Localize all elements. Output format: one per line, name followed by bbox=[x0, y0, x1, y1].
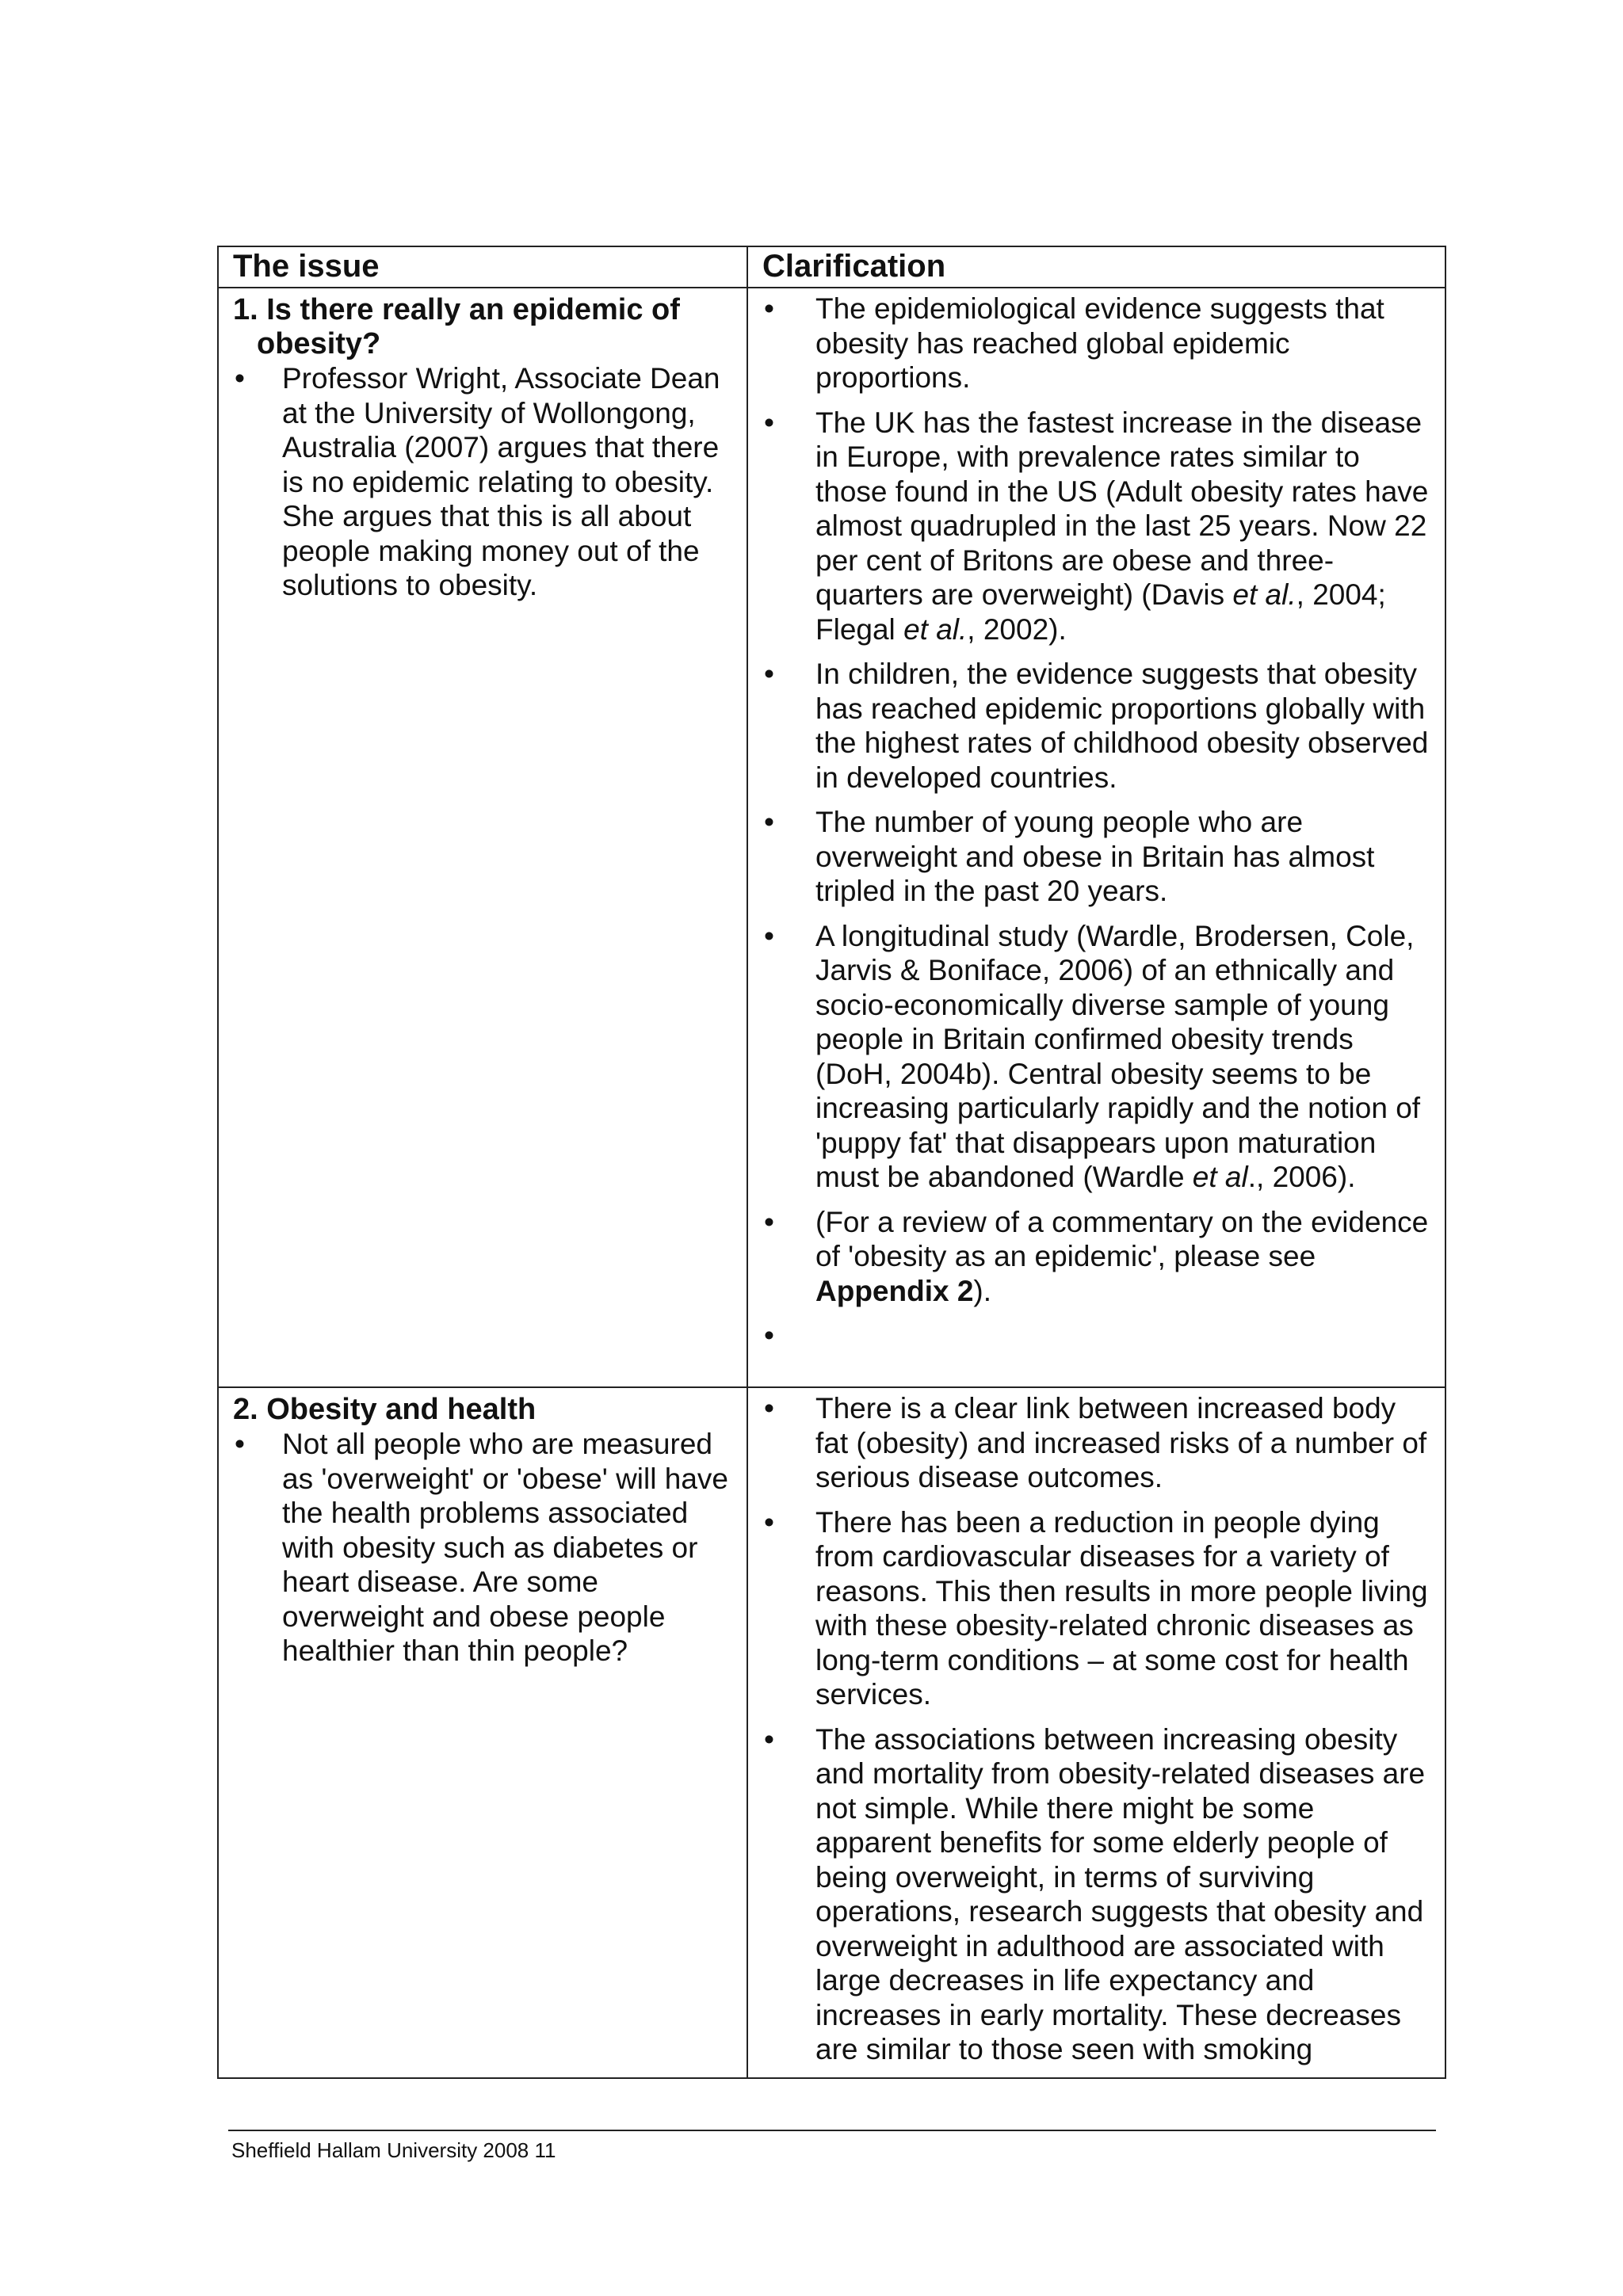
issues-table bbox=[217, 246, 1446, 2079]
clarification-text bbox=[815, 658, 1428, 794]
bullet-icon: • bbox=[764, 1205, 774, 1238]
text-run: The number of young people who are overweight and obese in Britain has almost tripled in the past 20 years. bbox=[815, 806, 1375, 907]
text-run: et al. bbox=[903, 612, 968, 646]
text-run: , 2004; Flegal bbox=[815, 578, 1386, 646]
bullet-icon: • bbox=[764, 806, 774, 838]
issue-point-text: Professor Wright, Associate Dean at the University of Wollongong, Australia (2007) argues that there is no epidemic relating to obesity. She argues that this is all about people making money out of the solutions to obesity. bbox=[282, 362, 720, 601]
text-run: A longitudinal study (Wardle, Brodersen, Cole, Jarvis & Boniface, 2006) of an ethnically and socio-economically diverse sample of young people in Britain confirmed obesity trends (DoH, 2004b). Central obesity seems to be increasing particularly rapidly and the notion of 'puppy fat' that disappears upon maturation must be abandoned (Wardle bbox=[815, 919, 1421, 1193]
text-run: The associations between increasing obesity and mortality from obesity-related diseases are not simple. While there might be some apparent benefits for some elderly people of being overweight, in terms of surviving operations, research suggests that obesity and overweight in adulthood are associated with large decreases in life expectancy and increases in early mortality. These decreases are similar to those seen with smoking bbox=[815, 1722, 1426, 2065]
text-run: Appendix 2 bbox=[815, 1274, 974, 1307]
text-run: ., 2006). bbox=[1247, 1161, 1356, 1193]
clarification-text bbox=[815, 406, 1428, 646]
bullet-icon: • bbox=[235, 1428, 245, 1460]
text-run: et al bbox=[1192, 1161, 1248, 1193]
clarification-cell bbox=[747, 288, 1445, 1387]
issue-heading-line: obesity? bbox=[257, 327, 381, 360]
list-item bbox=[754, 805, 1434, 909]
bullet-icon: • bbox=[764, 292, 774, 325]
text-run: ). bbox=[973, 1274, 992, 1307]
clarification-text bbox=[815, 1723, 1425, 2066]
bullet-icon: • bbox=[764, 406, 774, 439]
clarification-text bbox=[815, 292, 1384, 394]
text-run: et al. bbox=[1232, 578, 1296, 611]
list-item bbox=[754, 1318, 1434, 1352]
list-item bbox=[754, 1505, 1434, 1712]
clarification-text bbox=[815, 1206, 1428, 1307]
text-run: (For a review of a commentary on the evidence of 'obesity as an epidemic', please see bbox=[815, 1205, 1429, 1272]
clarification-list bbox=[754, 1391, 1434, 2067]
bullet-icon: • bbox=[764, 1319, 774, 1352]
bullet-icon: • bbox=[764, 919, 774, 952]
list-item bbox=[754, 919, 1434, 1195]
footer-divider bbox=[228, 2130, 1436, 2131]
page-footer: Sheffield Hallam University 2008 11 bbox=[231, 2138, 556, 2162]
issue-point-text: Not all people who are measured as 'overweight' or 'obese' will have the health problems associated with obesity such as diabetes or heart disease. Are some overweight and obese people healthier than thin people? bbox=[282, 1428, 728, 1667]
clarification-text bbox=[815, 806, 1374, 907]
clarification-text bbox=[815, 920, 1420, 1194]
list-item bbox=[754, 1205, 1434, 1309]
table-header-row bbox=[218, 246, 1445, 288]
list-item bbox=[754, 657, 1434, 795]
bullet-icon: • bbox=[235, 362, 245, 395]
text-run: The epidemiological evidence suggests that obesity has reached global epidemic proportions. bbox=[815, 292, 1384, 394]
list-item bbox=[233, 361, 747, 603]
bullet-icon: • bbox=[764, 1392, 774, 1425]
clarification-text bbox=[815, 1506, 1428, 1711]
text-run: The UK has the fastest increase in the disease in Europe, with prevalence rates similar to those found in the US (Adult obesity rates have almost quadrupled in the last 25 years. Now 22 per cent of Britons are obese and three-quarters are overweight) (Davis bbox=[815, 406, 1429, 611]
table-row bbox=[218, 1387, 1445, 2078]
issue-cell bbox=[218, 288, 747, 1387]
table-row bbox=[218, 288, 1445, 1387]
column-header-issue: The issue bbox=[218, 246, 747, 288]
issue-heading-line: 2. Obesity and health bbox=[233, 1393, 537, 1426]
list-item bbox=[754, 1722, 1434, 2067]
clarification-list bbox=[754, 292, 1434, 1352]
clarification-cell bbox=[747, 1387, 1445, 2078]
list-item bbox=[754, 406, 1434, 647]
list-item bbox=[754, 292, 1434, 395]
issue-points-list bbox=[233, 1427, 747, 1669]
list-item bbox=[233, 1427, 747, 1669]
clarification-text bbox=[815, 1392, 1426, 1493]
list-item bbox=[754, 1391, 1434, 1495]
text-run: , 2002). bbox=[967, 612, 1067, 646]
issue-heading bbox=[233, 293, 747, 361]
issue-heading bbox=[233, 1393, 747, 1427]
bullet-icon: • bbox=[764, 1722, 774, 1756]
text-run: There has been a reduction in people dying from cardiovascular diseases for a variety of reasons. This then results in more people living with these obesity-related chronic diseases as long-term conditions – at some cost for health services. bbox=[815, 1505, 1428, 1711]
issue-heading-line: 1. Is there really an epidemic of bbox=[233, 293, 680, 326]
column-header-clarification: Clarification bbox=[747, 246, 1445, 288]
bullet-icon: • bbox=[764, 1505, 774, 1539]
issue-points-list bbox=[233, 361, 747, 603]
text-run: There is a clear link between increased body fat (obesity) and increased risks of a number of serious disease outcomes. bbox=[815, 1392, 1427, 1493]
text-run: In children, the evidence suggests that obesity has reached epidemic proportions globally with the highest rates of childhood obesity observed in developed countries. bbox=[815, 658, 1429, 794]
bullet-icon: • bbox=[764, 658, 774, 690]
issue-cell bbox=[218, 1387, 747, 2078]
